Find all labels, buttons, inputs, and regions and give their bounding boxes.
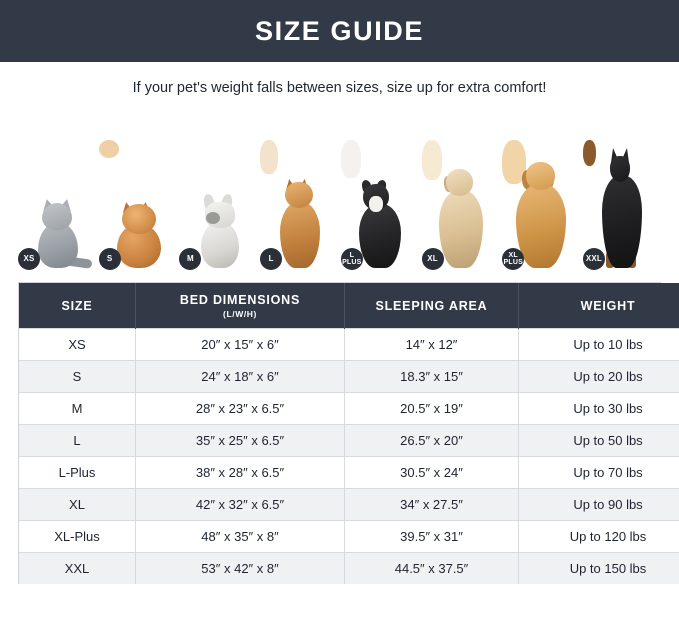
cell-size: S xyxy=(19,361,136,393)
table-row xyxy=(19,457,679,489)
column-header-weight-label: WEIGHT xyxy=(580,299,636,313)
cell-bed: 20″ x 15″ x 6″ xyxy=(136,329,345,361)
size-badge-xxl: XXL xyxy=(583,248,605,270)
golden-body-icon xyxy=(516,184,566,268)
pet-figure-m xyxy=(179,140,257,270)
pet-figure-l-plus xyxy=(341,140,419,270)
doberman-head-icon xyxy=(610,156,630,182)
shiba-head-icon xyxy=(285,182,313,208)
cell-bed: 24″ x 18″ x 6″ xyxy=(136,361,345,393)
shiba-chest-icon xyxy=(260,140,278,174)
cell-weight: Up to 30 lbs xyxy=(519,393,679,425)
pet-illustration-strip xyxy=(18,120,661,270)
cell-weight: Up to 120 lbs xyxy=(519,521,679,553)
cell-sleeping: 39.5″ x 31″ xyxy=(345,521,519,553)
table-row xyxy=(19,329,679,361)
size-badge-xs: XS xyxy=(18,248,40,270)
cell-bed: 53″ x 42″ x 8″ xyxy=(136,553,345,585)
cat-head-icon xyxy=(42,203,72,230)
pet-figure-xl-plus xyxy=(502,140,580,270)
pomeranian-head-icon xyxy=(122,204,156,234)
pet-figure-s xyxy=(99,140,177,270)
table-row xyxy=(19,489,679,521)
collie-chest-icon xyxy=(341,140,361,178)
subtitle-row xyxy=(0,62,679,114)
size-badge-xl: XL xyxy=(422,248,444,270)
doberman-body-icon xyxy=(602,176,642,268)
cell-bed: 42″ x 32″ x 6.5″ xyxy=(136,489,345,521)
cell-sleeping: 18.3″ x 15″ xyxy=(345,361,519,393)
cell-size: L-Plus xyxy=(19,457,136,489)
table-header-row xyxy=(19,283,679,329)
cell-sleeping: 26.5″ x 20″ xyxy=(345,425,519,457)
lab-body-icon xyxy=(439,190,483,268)
column-header-size xyxy=(19,283,136,329)
size-badge-s: S xyxy=(99,248,121,270)
cell-weight: Up to 150 lbs xyxy=(519,553,679,585)
cell-weight: Up to 10 lbs xyxy=(519,329,679,361)
table-row xyxy=(19,361,679,393)
size-badge-l-plus xyxy=(341,248,363,270)
cell-bed: 35″ x 25″ x 6.5″ xyxy=(136,425,345,457)
column-header-bed-label: BED DIMENSIONS xyxy=(179,293,301,307)
collie-muzzle-icon xyxy=(369,196,383,212)
table-row xyxy=(19,425,679,457)
cell-size: XS xyxy=(19,329,136,361)
bulldog-body-icon xyxy=(201,222,239,268)
pet-figure-xxl xyxy=(583,140,661,270)
table-row xyxy=(19,553,679,585)
size-table-head xyxy=(19,283,679,329)
size-table-container xyxy=(18,282,661,584)
cell-weight: Up to 20 lbs xyxy=(519,361,679,393)
pet-figure-xs xyxy=(18,140,96,270)
column-header-sleeping-label: SLEEPING AREA xyxy=(375,299,488,313)
pet-figure-xl xyxy=(422,140,500,270)
column-header-size-label: SIZE xyxy=(61,299,93,313)
header-banner xyxy=(0,0,679,62)
cell-size: XL xyxy=(19,489,136,521)
table-row xyxy=(19,393,679,425)
doberman-chest-icon xyxy=(583,140,596,166)
size-badge-l: L xyxy=(260,248,282,270)
column-header-weight xyxy=(519,283,679,329)
size-badge-m: M xyxy=(179,248,201,270)
cell-weight: Up to 90 lbs xyxy=(519,489,679,521)
cell-size: M xyxy=(19,393,136,425)
cell-size: XXL xyxy=(19,553,136,585)
cell-weight: Up to 50 lbs xyxy=(519,425,679,457)
size-table-body xyxy=(19,329,679,585)
cell-sleeping: 44.5″ x 37.5″ xyxy=(345,553,519,585)
cell-size: L xyxy=(19,425,136,457)
size-badge-l-plus-line2: PLUS xyxy=(342,259,362,266)
cell-sleeping: 34″ x 27.5″ xyxy=(345,489,519,521)
pomeranian-chest-icon xyxy=(99,140,119,158)
cell-sleeping: 20.5″ x 19″ xyxy=(345,393,519,425)
size-table xyxy=(19,283,679,584)
cell-bed: 38″ x 28″ x 6.5″ xyxy=(136,457,345,489)
cell-bed: 28″ x 23″ x 6.5″ xyxy=(136,393,345,425)
column-header-bed-sub: (L/W/H) xyxy=(223,309,257,319)
cell-size: XL-Plus xyxy=(19,521,136,553)
lab-chest-icon xyxy=(422,140,442,180)
cell-sleeping: 14″ x 12″ xyxy=(345,329,519,361)
column-header-bed-dimensions xyxy=(136,283,345,329)
lab-head-icon xyxy=(446,169,473,196)
page-title: SIZE GUIDE xyxy=(254,15,425,46)
golden-head-icon xyxy=(526,162,555,190)
table-row xyxy=(19,521,679,553)
size-badge-l-plus-line1: L xyxy=(349,252,355,259)
pet-figure-l xyxy=(260,140,338,270)
cell-weight: Up to 70 lbs xyxy=(519,457,679,489)
shiba-body-icon xyxy=(280,202,320,268)
size-badge-xl-plus-line1: XL xyxy=(508,252,518,259)
cell-bed: 48″ x 35″ x 8″ xyxy=(136,521,345,553)
cell-sleeping: 30.5″ x 24″ xyxy=(345,457,519,489)
subtitle-text: If your pet's weight falls between sizes, size up for extra comfort! xyxy=(132,80,547,96)
column-header-sleeping-area xyxy=(345,283,519,329)
size-badge-xl-plus-line2: PLUS xyxy=(503,259,523,266)
collie-body-icon xyxy=(359,204,401,268)
